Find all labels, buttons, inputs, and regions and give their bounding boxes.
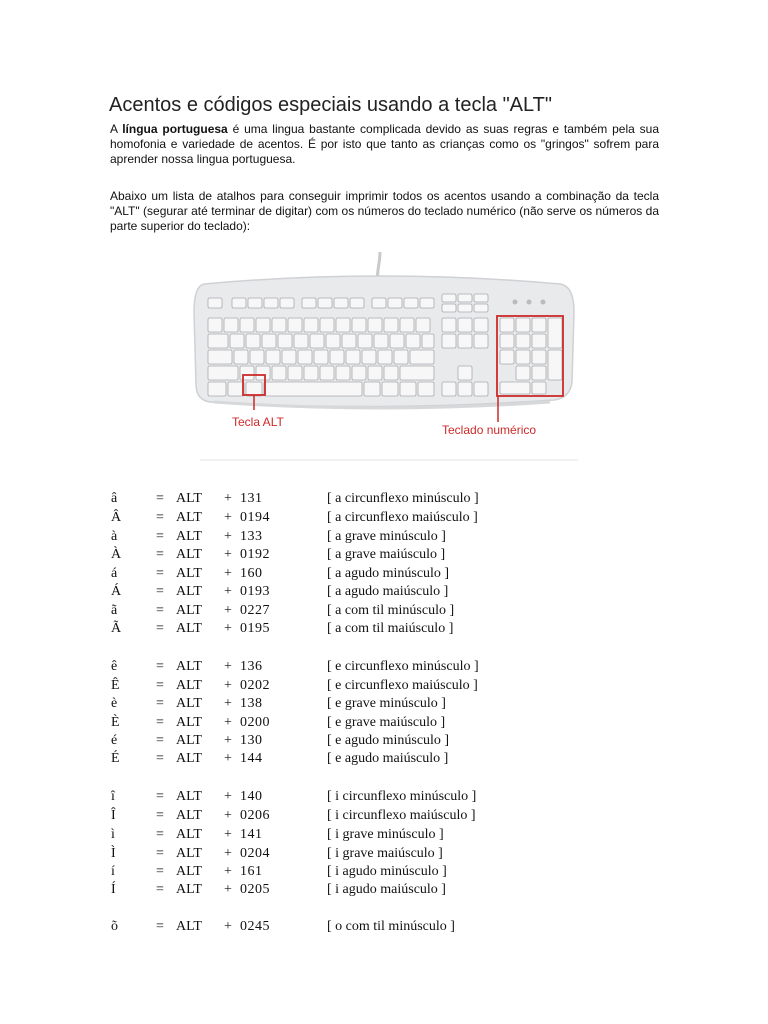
plus-sign: + [224,659,232,674]
alt-key-text: ALT [176,882,202,897]
keyboard-key [288,318,302,332]
keyboard-key [532,318,546,332]
keyboard-key [368,366,382,380]
alt-code: 0204 [240,846,270,861]
char-description: [ a circunflexo maiúsculo ] [327,510,478,525]
keyboard-key [208,334,228,348]
plus-sign: + [224,529,232,544]
shortcut-row [0,657,768,676]
keyboard-key [362,350,376,364]
char-description: [ a grave minúsculo ] [327,529,446,544]
shortcut-row [0,749,768,768]
shortcut-row [0,806,768,825]
keyboard-key [278,334,292,348]
shortcut-row [0,619,768,638]
accented-char: Ã [111,621,122,636]
keyboard-key [320,366,334,380]
equals-sign: = [156,659,164,674]
keyboard-key [406,334,420,348]
alt-code: 144 [240,751,263,766]
plus-sign: + [224,566,232,581]
shortcut-row [0,582,768,601]
keyboard-key [262,334,276,348]
keyboard-key [248,298,262,308]
keyboard-key [516,334,530,348]
char-description: [ i agudo minúsculo ] [327,864,447,879]
alt-code: 0205 [240,882,270,897]
accented-char: À [111,547,122,562]
alt-code: 0195 [240,621,270,636]
accented-char: Î [111,808,116,823]
plus-sign: + [224,510,232,525]
keyboard-key [264,382,362,396]
accented-char: á [111,566,118,581]
alt-key-text: ALT [176,603,202,618]
plus-sign: + [224,678,232,693]
keyboard-key [416,318,430,332]
keyboard-key [500,334,514,348]
accented-char: í [111,864,115,879]
equals-sign: = [156,846,164,861]
char-description: [ e agudo maiúsculo ] [327,751,449,766]
equals-sign: = [156,827,164,842]
keyboard-key [230,334,244,348]
char-description: [ a grave maiúsculo ] [327,547,446,562]
alt-key-text: ALT [176,659,202,674]
equals-sign: = [156,789,164,804]
keyboard-key [302,298,316,308]
keyboard-key [474,304,488,312]
alt-key-text: ALT [176,696,202,711]
equals-sign: = [156,696,164,711]
keyboard-key [234,350,248,364]
keyboard-key [336,318,350,332]
shortcut-row [0,844,768,863]
alt-code: 0206 [240,808,270,823]
keyboard-key [364,382,380,396]
keyboard-key [266,350,280,364]
keyboard-key [256,366,270,380]
accented-char: õ [111,919,118,934]
keyboard-key [420,298,434,308]
keyboard-key [394,350,408,364]
keyboard-key [208,382,226,396]
shortcut-row [0,489,768,508]
shortcut-row [0,825,768,844]
keyboard-key [500,382,530,394]
accented-char: Í [111,882,116,897]
intro-prefix: A [110,122,123,136]
keyboard-key [404,298,418,308]
accented-char: Ê [111,678,120,693]
alt-key-text: ALT [176,678,202,693]
plus-sign: + [224,808,232,823]
keyboard-key [358,334,372,348]
keyboard-key [458,334,472,348]
char-description: [ e grave minúsculo ] [327,696,446,711]
alt-code: 0192 [240,547,270,562]
equals-sign: = [156,621,164,636]
keyboard-key [442,294,456,302]
keyboard-key [400,382,416,396]
shortcut-row [0,601,768,620]
keyboard-key [246,334,260,348]
alt-code: 0227 [240,603,270,618]
keyboard-key [458,382,472,396]
keyboard-key [400,366,434,380]
alt-key-text: ALT [176,919,202,934]
shortcut-row [0,731,768,750]
alt-code: 133 [240,529,263,544]
shortcut-row [0,862,768,881]
keyboard-key [378,350,392,364]
accented-char: Ì [111,846,116,861]
equals-sign: = [156,678,164,693]
intro-bold-term: língua portuguesa [122,122,228,136]
equals-sign: = [156,603,164,618]
alt-key-text: ALT [176,491,202,506]
numpad-label: Teclado numérico [442,423,537,437]
accented-char: â [111,491,118,506]
keyboard-key [256,318,270,332]
keyboard-key [442,318,456,332]
shortcut-row [0,787,768,806]
keyboard-key [350,298,364,308]
plus-sign: + [224,603,232,618]
alt-key-text: ALT [176,864,202,879]
keyboard-key [474,318,488,332]
intro-suffix: é uma lingua bastante complicada devido as suas regras e também pela sua homofonia e variedade de acentos. É por isto que tanto as crianças como os "gringos" sofrem para aprender nossa lingua portuguesa. [110,122,659,166]
shortcut-row [0,508,768,527]
char-description: [ e grave maiúsculo ] [327,715,446,730]
alt-key-text: ALT [176,808,202,823]
alt-code: 0193 [240,584,270,599]
keyboard-key [240,318,254,332]
alt-code: 0194 [240,510,270,525]
accented-char: à [111,529,118,544]
keyboard-key [500,318,514,332]
keyboard-key [458,318,472,332]
plus-sign: + [224,919,232,934]
plus-sign: + [224,491,232,506]
keyboard-key [458,304,472,312]
keyboard-key [264,298,278,308]
plus-sign: + [224,584,232,599]
alt-code: 138 [240,696,263,711]
keyboard-key [474,294,488,302]
keyboard-key [368,318,382,332]
keyboard-key [474,382,488,396]
plus-sign: + [224,696,232,711]
equals-sign: = [156,715,164,730]
keyboard-key [388,298,402,308]
keyboard-key [318,298,332,308]
equals-sign: = [156,547,164,562]
keyboard-key [400,318,414,332]
alt-code: 140 [240,789,263,804]
shortcut-row [0,694,768,713]
shortcut-row [0,880,768,899]
keyboard-key [442,304,456,312]
plus-sign: + [224,547,232,562]
plus-sign: + [224,715,232,730]
plus-sign: + [224,827,232,842]
keyboard-key [548,350,562,380]
indicator-light [527,300,532,305]
keyboard-key [314,350,328,364]
accented-char: È [111,715,120,730]
keyboard-key [458,366,472,380]
plus-sign: + [224,789,232,804]
char-description: [ a com til minúsculo ] [327,603,455,618]
keyboard-key [326,334,340,348]
keyboard-key [442,382,456,396]
keyboard-key [288,366,302,380]
keyboard-key [320,318,334,332]
alt-key-text: ALT [176,789,202,804]
keyboard-key [474,334,488,348]
accented-char: ã [111,603,118,618]
alt-key-text: ALT [176,751,202,766]
keyboard-key [208,318,222,332]
keyboard-key [280,298,294,308]
alt-key-text: ALT [176,529,202,544]
alt-key-text: ALT [176,715,202,730]
intro-paragraph [110,122,659,167]
shortcut-row [0,545,768,564]
equals-sign: = [156,510,164,525]
alt-code: 141 [240,827,263,842]
char-description: [ e agudo minúsculo ] [327,733,450,748]
accented-char: ì [111,827,115,842]
char-description: [ i grave minúsculo ] [327,827,444,842]
char-description: [ a agudo maiúsculo ] [327,584,449,599]
alt-code: 160 [240,566,263,581]
keyboard-key [384,318,398,332]
shortcut-row [0,527,768,546]
keyboard-key [352,318,366,332]
alt-key-text: ALT [176,510,202,525]
char-description: [ a com til maiúsculo ] [327,621,454,636]
keyboard-key [346,350,360,364]
accented-char: É [111,751,120,766]
char-description: [ o com til minúsculo ] [327,919,455,934]
keyboard-key [382,382,398,396]
keyboard-key [304,318,318,332]
keyboard-key [500,350,514,364]
shortcut-row [0,564,768,583]
page-title: Acentos e códigos especiais usando a tecla "ALT" [109,94,552,116]
shortcut-row [0,713,768,732]
char-description: [ i circunflexo maiúsculo ] [327,808,476,823]
keyboard-key [224,318,238,332]
keyboard-key [228,382,244,396]
keyboard-key [294,334,308,348]
keyboard-key [390,334,404,348]
alt-code: 0200 [240,715,270,730]
keyboard-key [272,366,286,380]
keyboard-key [532,350,546,364]
char-description: [ a circunflexo minúsculo ] [327,491,479,506]
char-description: [ i agudo maiúsculo ] [327,882,446,897]
keyboard-key [330,350,344,364]
plus-sign: + [224,733,232,748]
alt-key-text: ALT [176,584,202,599]
equals-sign: = [156,919,164,934]
plus-sign: + [224,864,232,879]
plus-sign: + [224,621,232,636]
keyboard-key [208,350,232,364]
accented-char: è [111,696,118,711]
equals-sign: = [156,584,164,599]
accented-char: Â [111,510,122,525]
char-description: [ a agudo minúsculo ] [327,566,450,581]
accented-char: ê [111,659,118,674]
keyboard-key [304,366,318,380]
keyboard-key [282,350,296,364]
keyboard-key [352,366,366,380]
keyboard-key [246,382,262,396]
shortcut-row [0,676,768,695]
keyboard-key [232,298,246,308]
keyboard-key [516,350,530,364]
alt-code: 131 [240,491,263,506]
keyboard-key [532,382,546,394]
equals-sign: = [156,882,164,897]
equals-sign: = [156,491,164,506]
keyboard-key [208,366,238,380]
keyboard-key [208,298,222,308]
alt-code: 0245 [240,919,270,934]
keyboard-key [532,334,546,348]
char-description: [ e circunflexo minúsculo ] [327,659,479,674]
plus-sign: + [224,882,232,897]
keyboard-key [310,334,324,348]
keyboard-key [516,318,530,332]
keyboard-key [250,350,264,364]
keyboard-key [548,318,562,348]
alt-key-text: ALT [176,827,202,842]
keyboard-key [334,298,348,308]
plus-sign: + [224,846,232,861]
keyboard-key [410,350,434,364]
keyboard-key [272,318,286,332]
keyboard-key [336,366,350,380]
equals-sign: = [156,864,164,879]
indicator-light [513,300,518,305]
keyboard-key [384,366,398,380]
keyboard-key [374,334,388,348]
keyboard-figure [190,252,580,464]
equals-sign: = [156,733,164,748]
keyboard-key [422,334,434,348]
plus-sign: + [224,751,232,766]
keyboard-key [418,382,434,396]
alt-key-label: Tecla ALT [232,415,284,429]
equals-sign: = [156,751,164,766]
instructions-paragraph: Abaixo um lista de atalhos para conseguir imprimir todos os acentos usando a combinação da tecla "ALT" (segurar até terminar de digitar) com os números do teclado numérico (não serve os números da parte superior do teclado): [110,189,659,233]
equals-sign: = [156,529,164,544]
accented-char: î [111,789,115,804]
keyboard-key [372,298,386,308]
accented-char: Á [111,584,122,599]
alt-key-text: ALT [176,846,202,861]
indicator-light [541,300,546,305]
accented-char: é [111,733,118,748]
keyboard-key [442,334,456,348]
keyboard-key [516,366,530,380]
alt-code: 0202 [240,678,270,693]
shortcut-row [0,917,768,936]
alt-key-text: ALT [176,566,202,581]
alt-code: 130 [240,733,263,748]
alt-key-text: ALT [176,547,202,562]
char-description: [ e circunflexo maiúsculo ] [327,678,478,693]
keyboard-key [298,350,312,364]
alt-code: 136 [240,659,263,674]
alt-key-text: ALT [176,621,202,636]
keyboard-key [342,334,356,348]
equals-sign: = [156,808,164,823]
keyboard-key [458,294,472,302]
char-description: [ i circunflexo minúsculo ] [327,789,477,804]
equals-sign: = [156,566,164,581]
keyboard-key [532,366,546,380]
alt-code: 161 [240,864,263,879]
char-description: [ i grave maiúsculo ] [327,846,443,861]
alt-key-text: ALT [176,733,202,748]
